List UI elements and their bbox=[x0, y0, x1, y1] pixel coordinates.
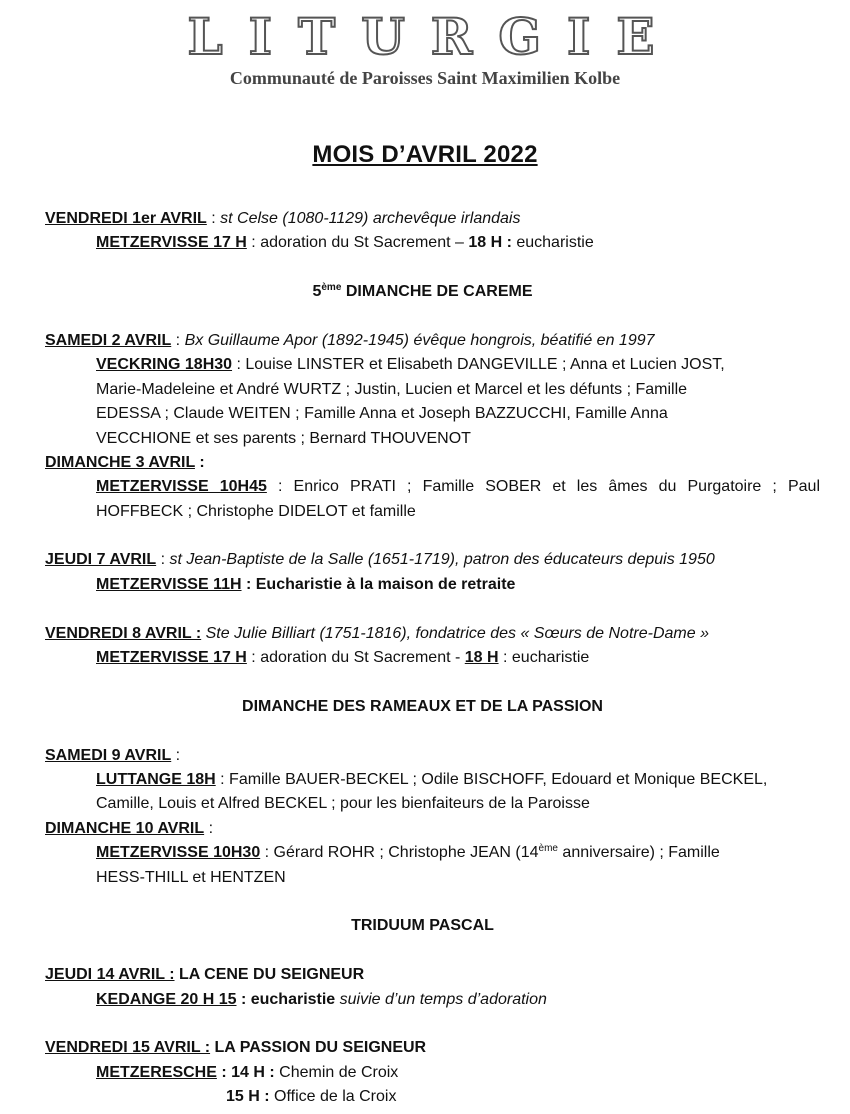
entry-date: SAMEDI 9 AVRIL bbox=[45, 746, 172, 764]
service-line bbox=[45, 646, 820, 670]
calendar-content bbox=[45, 207, 820, 1109]
entry-date: DIMANCHE 3 AVRIL bbox=[45, 453, 195, 471]
intentions-text: : Gérard ROHR ; Christophe JEAN (14 bbox=[260, 844, 539, 862]
saint-of-day: Ste Julie Billiart (1751-1816), fondatrice des « Sœurs de Notre-Dame » bbox=[201, 624, 709, 642]
intentions-line: HOFFBECK ; Christophe DIDELOT et famille bbox=[96, 502, 416, 520]
service-line bbox=[45, 841, 820, 865]
separator: : bbox=[246, 234, 261, 252]
entry-date-line bbox=[45, 744, 820, 768]
entry-date-line bbox=[45, 963, 820, 987]
service-line bbox=[45, 231, 820, 255]
service-place: METZERESCHE bbox=[96, 1063, 217, 1081]
service-time: 18 H : bbox=[468, 234, 512, 252]
entry-date-line bbox=[45, 1036, 820, 1060]
saint-of-day: st Celse (1080-1129) archevêque irlandais bbox=[220, 210, 521, 227]
entry-date: DIMANCHE 10 AVRIL bbox=[45, 819, 205, 837]
entry-date-line bbox=[45, 329, 820, 353]
service-line bbox=[45, 353, 820, 377]
service-text: Chemin de Croix bbox=[274, 1063, 399, 1081]
service-text: adoration du St Sacrement - bbox=[260, 649, 465, 667]
heading-number: 5 bbox=[312, 283, 322, 301]
separator: : bbox=[156, 551, 170, 569]
intentions-line: EDESSA ; Claude WEITEN ; Famille Anna et Joseph BAZZUCCHI, Famille Anna bbox=[96, 405, 668, 423]
service-line bbox=[45, 988, 820, 1012]
service-place: METZERVISSE 17 H bbox=[96, 234, 247, 252]
heading-text: DIMANCHE DE CAREME bbox=[341, 283, 533, 301]
celebration-title: LA PASSION DU SEIGNEUR bbox=[210, 1039, 427, 1057]
separator: : bbox=[204, 819, 214, 837]
intentions-text: : Enrico PRATI ; Famille SOBER et les âmes du Purgatoire ; Paul bbox=[266, 478, 820, 496]
intentions-text: : Famille BAUER-BECKEL ; Odile BISCHOFF, Edouard et Monique BECKEL, bbox=[215, 770, 768, 788]
celebration-title: LA CENE DU SEIGNEUR bbox=[174, 966, 365, 984]
parish-subtitle: Communauté de Paroisses Saint Maximilien Kolbe bbox=[229, 68, 621, 88]
intentions-text: anniversaire) ; Famille bbox=[557, 844, 720, 862]
service-place: METZERVISSE 10H30 bbox=[96, 844, 261, 862]
service-text: : eucharistie bbox=[498, 649, 590, 667]
section-heading: DIMANCHE DES RAMEAUX ET DE LA PASSION bbox=[242, 697, 603, 715]
service-line bbox=[45, 1061, 820, 1085]
entry-date-line bbox=[45, 817, 820, 841]
page-title: MOIS D’AVRIL 2022 bbox=[312, 141, 538, 168]
intentions-line: Camille, Louis et Alfred BECKEL ; pour les bienfaiteurs de la Paroisse bbox=[96, 795, 590, 813]
heading-superscript: ème bbox=[321, 282, 342, 294]
separator: : bbox=[206, 210, 221, 227]
section-heading bbox=[45, 280, 820, 304]
service-place: METZERVISSE 17 H bbox=[96, 649, 247, 667]
entry-date-line bbox=[45, 622, 820, 646]
intentions-line: VECCHIONE et ses parents ; Bernard THOUVENOT bbox=[96, 429, 471, 447]
entry-date: JEUDI 14 AVRIL : bbox=[45, 966, 175, 984]
service-text: Office de la Croix bbox=[269, 1088, 397, 1106]
entry-date-line bbox=[45, 207, 820, 231]
entry-date: JEUDI 7 AVRIL bbox=[45, 551, 157, 569]
separator: : bbox=[171, 746, 181, 764]
service-place: LUTTANGE 18H bbox=[96, 770, 216, 788]
service-time: : 14 H : bbox=[216, 1063, 275, 1081]
intentions-line: Marie-Madeleine et André WURTZ ; Justin, Lucien et Marcel et les défunts ; Famille bbox=[96, 380, 688, 398]
service-line bbox=[45, 573, 820, 597]
service-note: suivie d’un temps d’adoration bbox=[335, 990, 547, 1008]
service-time: 15 H : bbox=[226, 1088, 270, 1106]
entry-date: SAMEDI 2 AVRIL bbox=[45, 331, 172, 349]
service-line bbox=[45, 768, 820, 792]
service-line bbox=[45, 475, 820, 499]
service-place: METZERVISSE 11H bbox=[96, 575, 242, 593]
separator: : bbox=[194, 453, 205, 471]
entry-date: VENDREDI 1er AVRIL bbox=[45, 210, 207, 227]
service-text: : Eucharistie à la maison de retraite bbox=[241, 575, 516, 593]
service-line bbox=[45, 1085, 820, 1109]
separator: : bbox=[246, 649, 261, 667]
intentions-line: HESS-THILL et HENTZEN bbox=[96, 868, 286, 886]
service-text: adoration du St Sacrement – bbox=[260, 234, 469, 252]
saint-of-day: Bx Guillaume Apor (1892-1945) évêque hongrois, béatifié en 1997 bbox=[184, 331, 655, 349]
service-time: 18 H bbox=[464, 649, 499, 667]
separator: : bbox=[171, 331, 185, 349]
entry-date: VENDREDI 15 AVRIL : bbox=[45, 1039, 211, 1057]
service-place: VECKRING 18H30 bbox=[96, 356, 233, 374]
entry-date-line bbox=[45, 451, 820, 475]
entry-date: VENDREDI 8 AVRIL : bbox=[45, 624, 202, 642]
liturgie-logo: LITURGIE bbox=[187, 7, 681, 66]
intentions-text: : Louise LINSTER et Elisabeth DANGEVILLE ; Anna et Lucien JOST, bbox=[232, 356, 725, 374]
service-text: eucharistie bbox=[511, 234, 594, 252]
saint-of-day: st Jean-Baptiste de la Salle (1651-1719), patron des éducateurs depuis 1950 bbox=[169, 551, 715, 569]
superscript: ème bbox=[538, 843, 558, 855]
section-heading: TRIDUUM PASCAL bbox=[351, 917, 494, 935]
entry-date-line bbox=[45, 548, 820, 572]
service-place: KEDANGE 20 H 15 bbox=[96, 990, 237, 1008]
service-place: METZERVISSE 10H45 bbox=[96, 478, 267, 496]
service-text: : eucharistie bbox=[236, 990, 336, 1008]
